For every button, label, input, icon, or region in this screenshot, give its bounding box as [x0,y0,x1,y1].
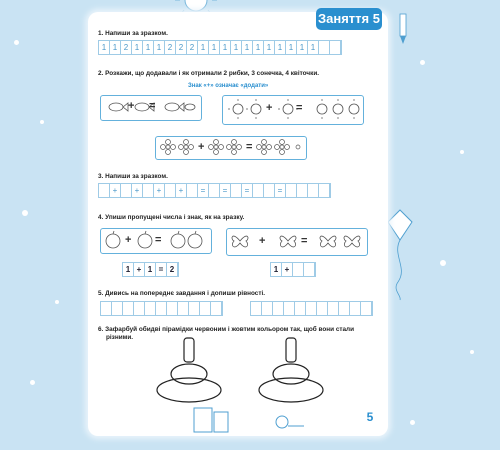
grid-cell[interactable] [101,302,112,315]
grid-cell[interactable] [317,302,328,315]
snowflake-icon [14,40,19,45]
pencil-icon [396,14,410,44]
grid-cell[interactable]: 1 [275,41,286,54]
plus-sign: + [125,234,132,246]
snowflake-icon [440,260,446,266]
grid-cell[interactable]: + [110,184,121,197]
grid-cell[interactable]: + [282,263,293,276]
grid-cell[interactable] [284,302,295,315]
grid-cell[interactable]: = [220,184,231,197]
grid-cell[interactable]: 2 [121,41,132,54]
grid-cell[interactable] [178,302,189,315]
plus-sign: + [259,235,266,247]
grid-cell[interactable] [251,302,262,315]
equals-sign: = [246,141,253,153]
grid-cell[interactable] [330,41,341,54]
task-2-label: 2. Розкажи, що додавали і як отримали 2 рибки, 3 сонечка, 4 квіточки. [98,70,320,77]
plus-sign: + [128,100,135,112]
lesson-title: Заняття 5 [316,8,382,30]
grid-cell[interactable] [143,184,154,197]
grid-cell[interactable]: 1 [286,41,297,54]
grid-cell[interactable]: + [176,184,187,197]
grid-cell[interactable] [264,184,275,197]
task-4-label: 4. Упиши пропущені числа і знак, як на зразку. [98,214,245,221]
grid-cell[interactable]: 1 [145,263,156,276]
task-4-grid-butterflies[interactable] [270,262,316,277]
grid-cell[interactable]: = [275,184,286,197]
task-5-grid-right[interactable] [250,301,373,316]
grid-cell[interactable]: 1 [198,41,209,54]
grid-cell[interactable] [165,184,176,197]
snowflake-icon [55,300,59,304]
grid-cell[interactable] [319,41,330,54]
grid-cell[interactable]: 1 [123,263,134,276]
task-5-label: 5. Дивись на попереднє завдання і допиши рівності. [98,290,266,297]
grid-cell[interactable] [134,302,145,315]
task-3-label: 3. Напиши за зразком. [98,173,168,180]
grid-cell[interactable] [123,302,134,315]
grid-cell[interactable]: + [154,184,165,197]
grid-cell[interactable]: 1 [110,41,121,54]
grid-cell[interactable]: 2 [165,41,176,54]
grid-cell[interactable]: 1 [209,41,220,54]
grid-cell[interactable] [99,184,110,197]
plus-sign-hint: Знак «+» означає «додати» [188,83,269,89]
grid-cell[interactable] [167,302,178,315]
pyramid-toy-left[interactable] [150,338,230,406]
grid-cell[interactable]: 1 [99,41,110,54]
grid-cell[interactable] [209,184,220,197]
grid-cell[interactable]: 1 [143,41,154,54]
grid-cell[interactable] [328,302,339,315]
snowflake-icon [22,210,28,216]
grid-cell[interactable]: 1 [308,41,319,54]
grid-cell[interactable]: 1 [297,41,308,54]
task-5-grid-left[interactable] [100,301,223,316]
snowflake-icon [40,120,44,124]
grid-cell[interactable] [293,263,304,276]
equals-sign: = [149,100,156,112]
grid-cell[interactable] [306,302,317,315]
grid-cell[interactable]: 1 [154,41,165,54]
grid-cell[interactable]: = [198,184,209,197]
grid-cell[interactable]: 2 [187,41,198,54]
task-6-label: 6. Зафарбуй обидві пірамідки червоним і жовтим кольором так, щоб вони стали [98,326,355,333]
grid-cell[interactable] [156,302,167,315]
grid-cell[interactable] [121,184,132,197]
grid-cell[interactable] [297,184,308,197]
plus-sign: + [198,141,205,153]
grid-cell[interactable] [273,302,284,315]
grid-cell[interactable]: 1 [220,41,231,54]
grid-cell[interactable]: = [156,263,167,276]
grid-cell[interactable]: 2 [176,41,187,54]
grid-cell[interactable] [200,302,211,315]
equals-sign: = [301,235,308,247]
grid-cell[interactable] [304,263,315,276]
grid-cell[interactable] [145,302,156,315]
grid-cell[interactable] [253,184,264,197]
grid-cell[interactable]: + [134,263,145,276]
grid-cell[interactable] [189,302,200,315]
grid-cell[interactable] [295,302,306,315]
task-6-label-continued: різними. [106,334,134,341]
grid-cell[interactable]: 1 [132,41,143,54]
snowflake-icon [410,420,415,425]
pyramid-toy-right[interactable] [252,338,332,406]
snowflake-icon [30,380,35,385]
snail-icon [270,414,310,430]
grid-cell[interactable] [231,184,242,197]
grid-cell[interactable]: 1 [264,41,275,54]
grid-cell[interactable] [211,302,222,315]
task-3-writing-grid[interactable] [98,183,331,198]
page-number: 5 [359,406,381,428]
grid-cell[interactable] [361,302,372,315]
grid-cell[interactable] [112,302,123,315]
plus-sign: + [266,102,273,114]
task-1-label: 1. Напиши за зразком. [98,30,168,37]
task-4-grid-apples[interactable] [122,262,179,277]
grid-cell[interactable]: + [132,184,143,197]
flower-equation [160,139,302,155]
snowflake-icon [420,60,425,65]
grid-cell[interactable]: 1 [253,41,264,54]
equals-sign: = [155,234,162,246]
grid-cell[interactable]: 2 [167,263,178,276]
grid-cell[interactable] [262,302,273,315]
grid-cell[interactable]: 1 [242,41,253,54]
grid-cell[interactable]: 1 [231,41,242,54]
grid-cell[interactable] [339,302,350,315]
sun-equation [228,97,358,121]
kite-icon [388,210,412,300]
equals-sign: = [296,102,303,114]
grid-cell[interactable]: = [242,184,253,197]
grid-cell[interactable]: 1 [271,263,282,276]
grid-cell[interactable] [286,184,297,197]
book-letter-icon [192,402,232,438]
snowflake-icon [470,350,474,354]
task-1-writing-grid[interactable] [98,40,342,55]
butterfly-equation [230,231,364,251]
snowflake-icon [460,150,464,154]
grid-cell[interactable] [319,184,330,197]
grid-cell[interactable] [350,302,361,315]
grid-cell[interactable] [187,184,198,197]
grid-cell[interactable] [308,184,319,197]
